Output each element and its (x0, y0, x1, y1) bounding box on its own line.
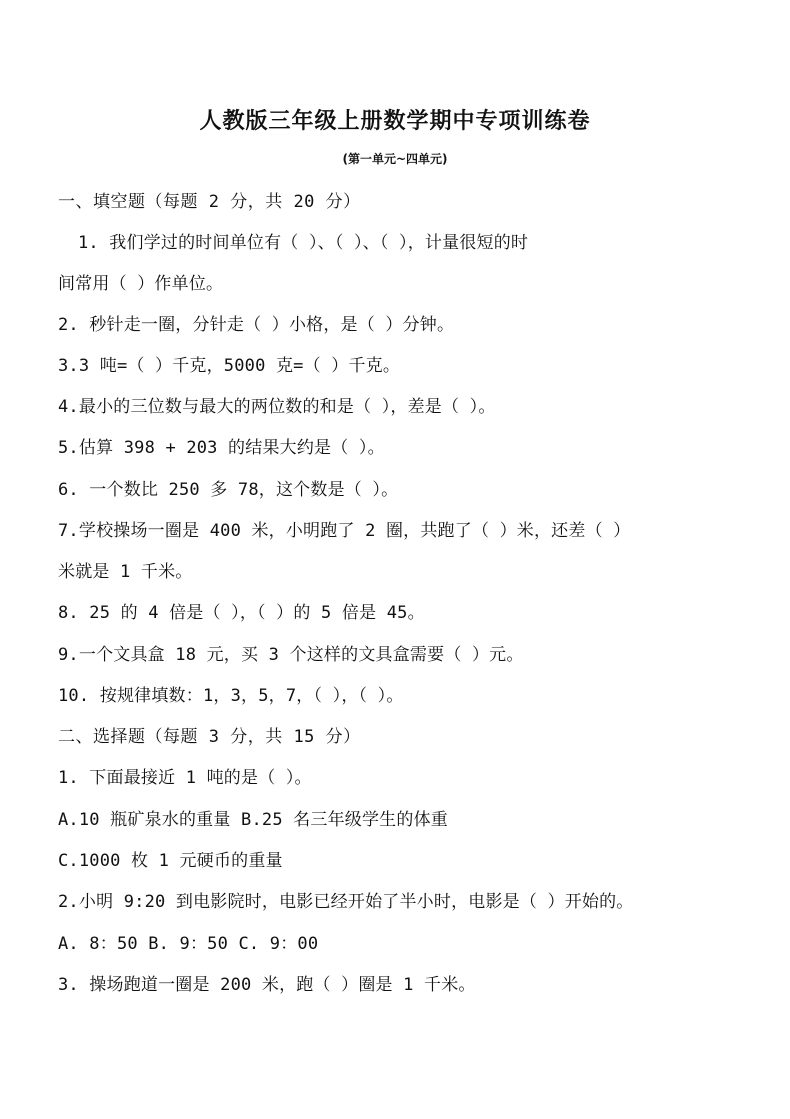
option-line: A.10 瓶矿泉水的重量 B.25 名三年级学生的体重 (58, 810, 448, 830)
exam-title: 人教版三年级上册数学期中专项训练卷 (199, 109, 591, 134)
option-line: C.1000 枚 1 元硬币的重量 (58, 851, 283, 871)
section-heading-fill-in: 一、填空题（每题 2 分，共 20 分） (58, 192, 361, 212)
question-line: 5.估算 398 + 203 的结果大约是（ ）。 (58, 438, 385, 458)
question-line: 2. 秒针走一圈，分针走（ ）小格，是（ ）分钟。 (58, 315, 455, 335)
question-line: 米就是 1 千米。 (58, 562, 193, 582)
question-line: 3.3 吨=（ ）千克，5000 克=（ ）千克。 (58, 356, 401, 376)
question-line: 10. 按规律填数：1，3，5，7，（ ），（ ）。 (58, 686, 404, 706)
question-line: 7.学校操场一圈是 400 米，小明跑了 2 圈，共跑了（ ）米，还差（ ） (58, 521, 631, 541)
question-line: 9.一个文具盒 18 元，买 3 个这样的文具盒需要（ ）元。 (58, 645, 524, 665)
question-line: 2.小明 9:20 到电影院时，电影已经开始了半小时，电影是（ ）开始的。 (58, 892, 634, 912)
exam-subtitle: (第一单元~四单元) (342, 152, 448, 166)
question-line: 8. 25 的 4 倍是（ ），（ ）的 5 倍是 45。 (58, 603, 425, 623)
question-line: 1. 下面最接近 1 吨的是（ ）。 (58, 768, 312, 788)
option-line: A. 8：50 B. 9：50 C. 9：00 (58, 934, 319, 954)
question-line: 6. 一个数比 250 多 78，这个数是（ ）。 (58, 480, 399, 500)
question-line: 3. 操场跑道一圈是 200 米，跑（ ）圈是 1 千米。 (58, 975, 476, 995)
question-line: 间常用（ ）作单位。 (58, 274, 224, 294)
question-line: 4.最小的三位数与最大的两位数的和是（ ），差是（ ）。 (58, 397, 496, 417)
question-line: 1. 我们学过的时间单位有（ ）、（ ）、（ ），计量很短的时 (78, 233, 529, 253)
section-heading-multiple-choice: 二、选择题（每题 3 分，共 15 分） (58, 727, 361, 747)
